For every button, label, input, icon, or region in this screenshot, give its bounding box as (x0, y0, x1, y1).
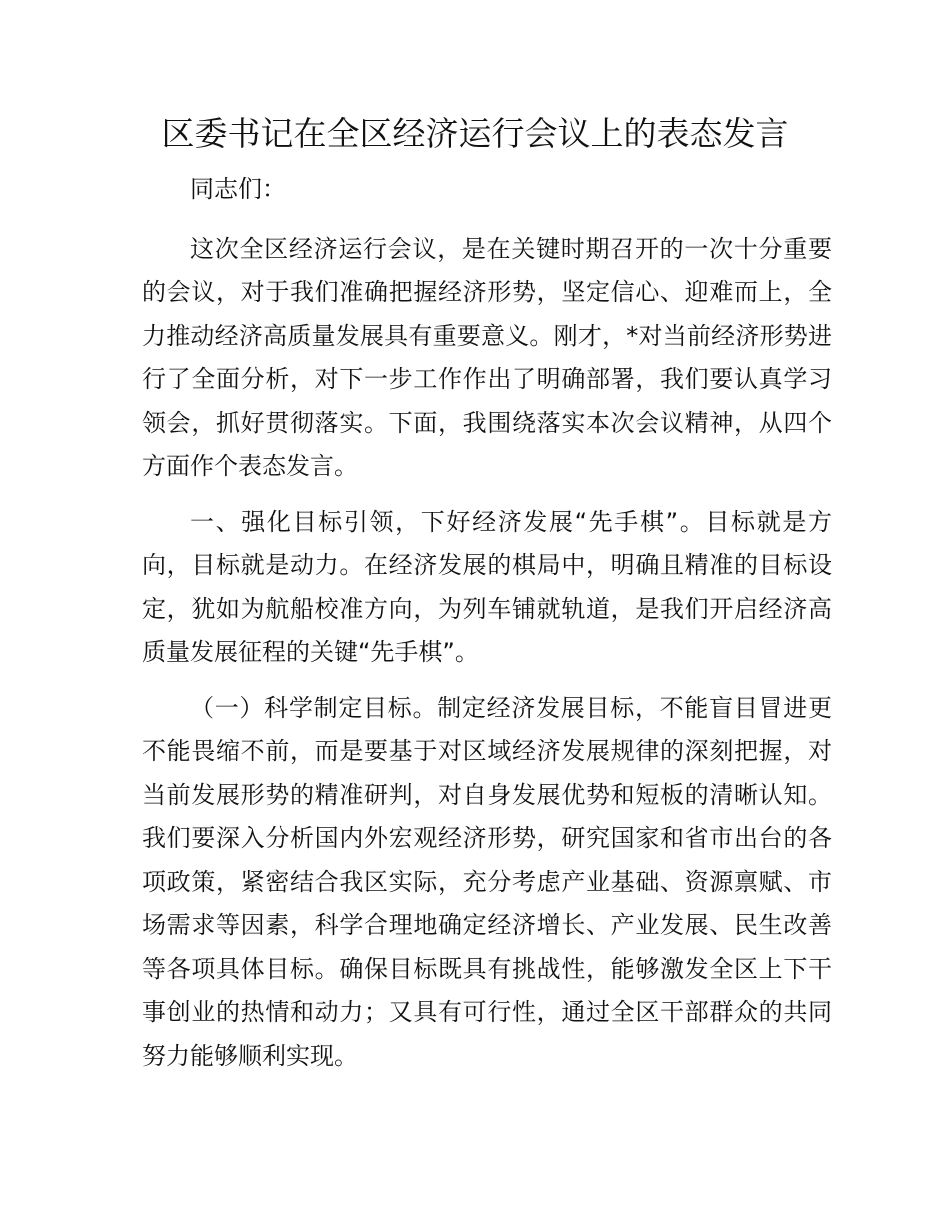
paragraph-subsection-1: （一）科学制定目标。制定经济发展目标，不能盲目冒进更不能畏缩不前，而是要基于对区域经济发展规律的深刻把握，对当前发展形势的精准研判，对自身发展优势和短板的清晰认知。我们要深入分析国内外宏观经济形势，研究国家和省市出台的各项政策，紧密结合我区实际，充分考虑产业基础、资源禀赋、市场需求等因素，科学合理地确定经济增长、产业发展、民生改善等各项具体目标。确保目标既具有挑战性，能够激发全区上下干事创业的热情和动力；又具有可行性，通过全区干部群众的共同努力能够顺利实现。 (142, 693, 832, 1070)
salutation: 同志们： (190, 175, 286, 203)
paragraph-intro: 这次全区经济运行会议，是在关键时期召开的一次十分重要的会议，对于我们准确把握经济形势，坚定信心、迎难而上，全力推动经济高质量发展具有重要意义。刚才，*对当前经济形势进行了全面分析，对下一步工作作出了明确部署，我们要认真学习领会，抓好贯彻落实。下面，我围绕落实本次会议精神，从四个方面作个表态发言。 (142, 234, 832, 480)
paragraph-section-1: 一、强化目标引领，下好经济发展“先手棋”。目标就是方向，目标就是动力。在经济发展的棋局中，明确且精准的目标设定，犹如为航船校准方向，为列车铺就轨道，是我们开启经济高质量发展征程的关键“先手棋”。 (142, 507, 832, 666)
document-title: 区委书记在全区经济运行会议上的表态发言 (161, 114, 789, 153)
document-body (142, 168, 832, 1078)
